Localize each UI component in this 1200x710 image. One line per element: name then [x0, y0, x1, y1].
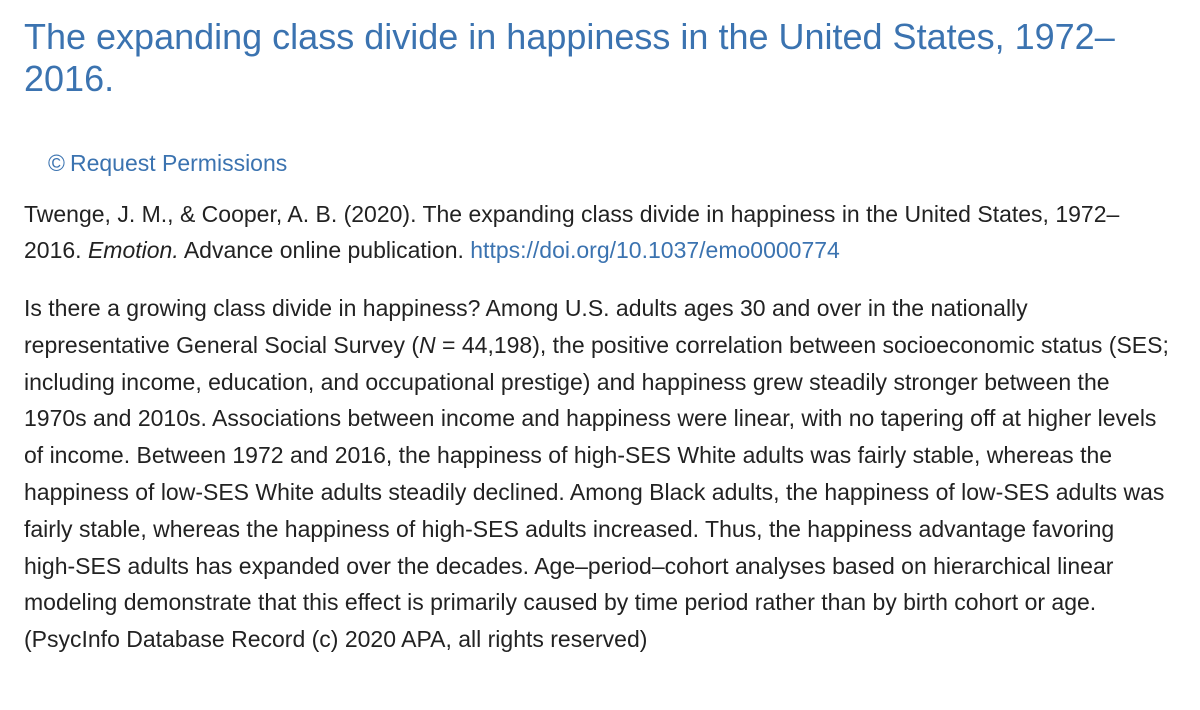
citation	[24, 196, 1144, 268]
citation-text: Twenge, J. M., & Cooper, A. B. (2020). The expanding class divide in happiness in the United States, 1972–2016.	[24, 201, 1120, 263]
request-permissions-link[interactable]	[48, 148, 287, 178]
abstract-text-part1: Is there a growing class divide in happiness? Among U.S. adults ages 30 and over in the nationally representative General Social Survey (	[24, 295, 1028, 358]
abstract	[24, 290, 1169, 658]
request-permissions-label: Request Permissions	[69, 150, 288, 176]
article-title: The expanding class divide in happiness in the United States, 1972–2016.	[24, 16, 1115, 99]
doi-link[interactable]: https://doi.org/10.1037/emo0000774	[470, 237, 840, 263]
article-page	[24, 16, 1174, 658]
citation-journal: Emotion.	[87, 237, 179, 263]
sample-size-symbol: N	[419, 331, 436, 358]
abstract-text-part2: = 44,198), the positive correlation between socioeconomic status (SES; including income, education, and occupational prestige) and happiness grew steadily stronger between the 1970s and 2010s. Associations between income and happiness were linear, with no tapering off at higher levels of income. Between 1972 and 2016, the happiness of high-SES White adults was fairly stable, whereas the happiness of low-SES White adults steadily declined. Among Black adults, the happiness of low-SES adults was fairly stable, whereas the happiness of high-SES adults increased. Thus, the happiness advantage favoring high-SES adults has expanded over the decades. Age–period–cohort analyses based on hierarchical linear modeling demonstrate that this effect is primarily caused by time period rather than by birth cohort or age. (PsycInfo Database Record (c) 2020 APA, all rights reserved)	[24, 331, 1169, 653]
citation-status: Advance online publication.	[178, 237, 471, 263]
copyright-icon: ©	[48, 150, 65, 176]
